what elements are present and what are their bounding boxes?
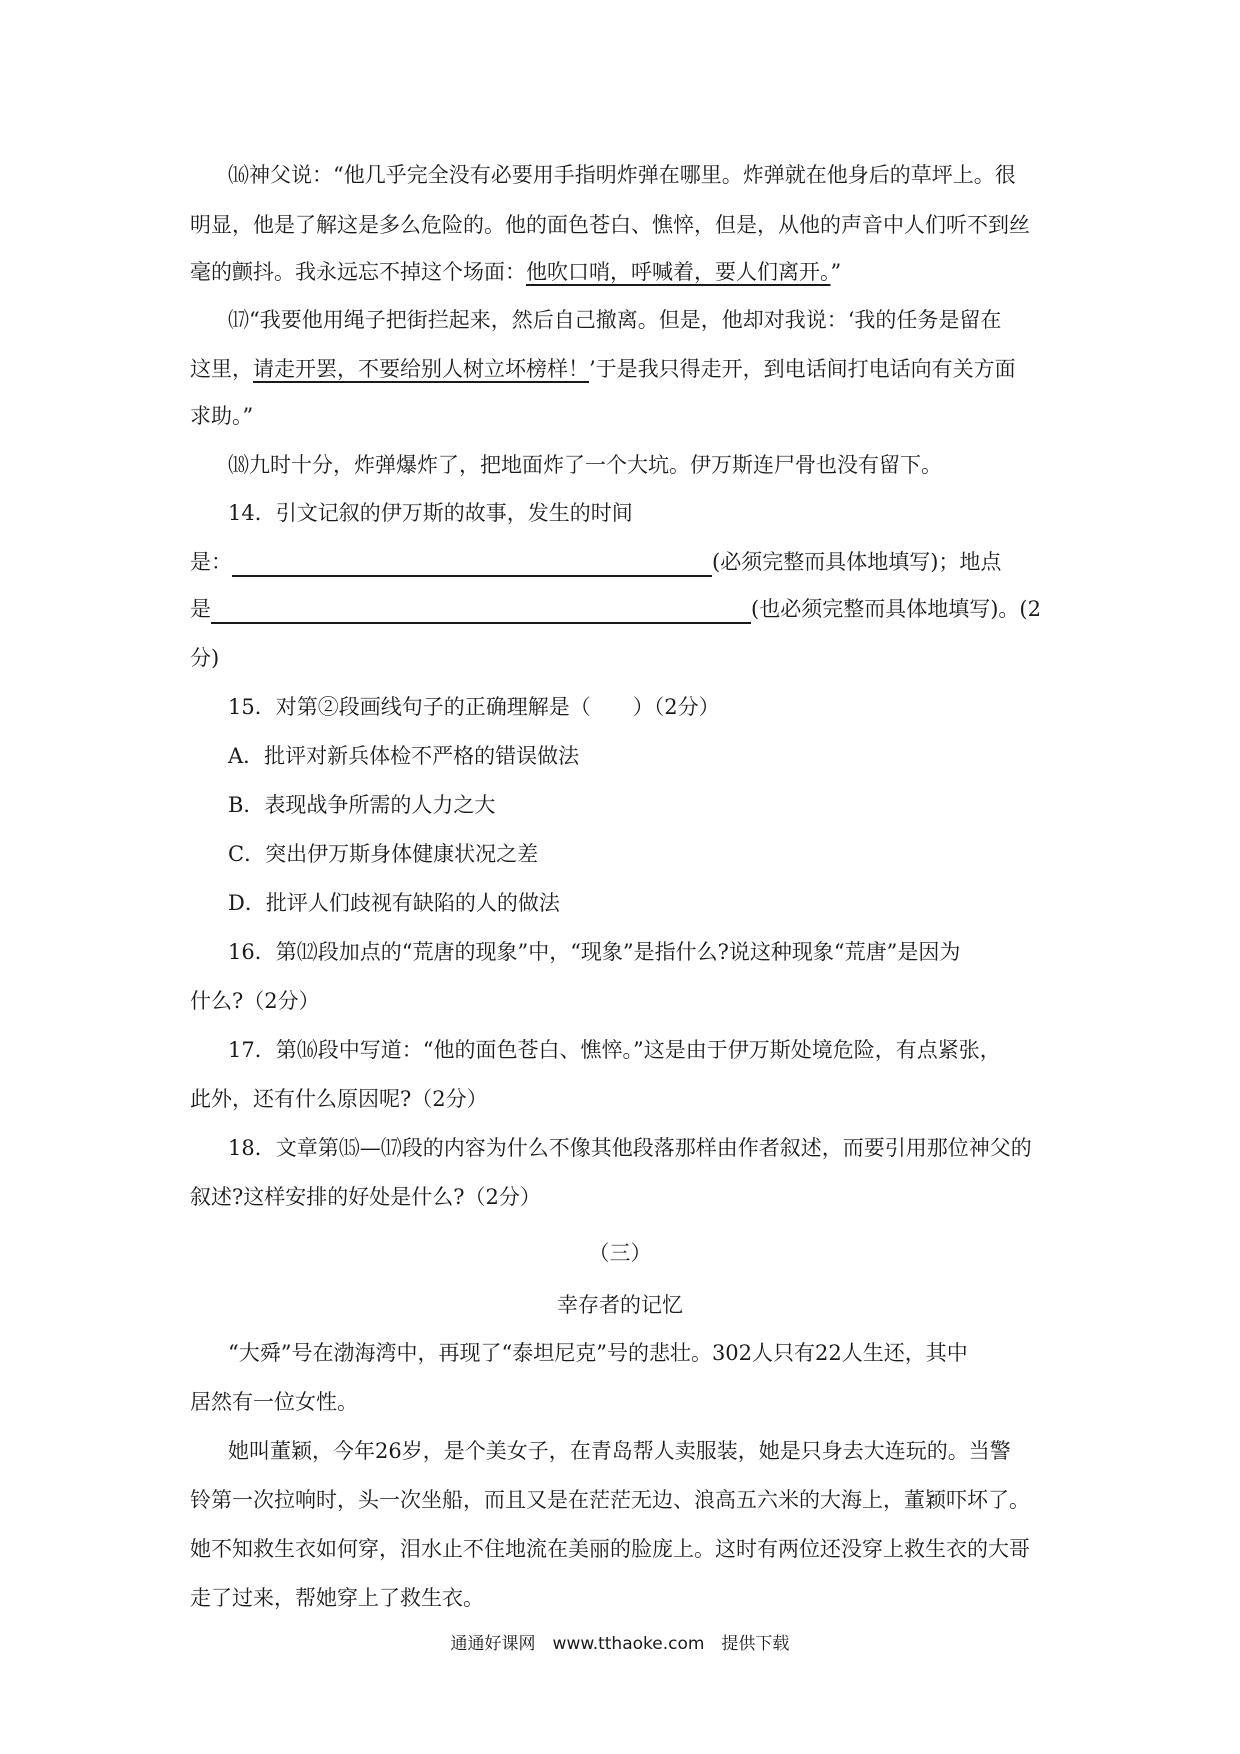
- question-16-line-1: 16．第⑿段加点的“荒唐的现象”中，“现象”是指什么?说这种现象“荒唐”是因为: [228, 940, 961, 964]
- section-number: （三）: [588, 1241, 652, 1265]
- question-15-stem: 15．对第②段画线句子的正确理解是（ ）（2分）: [228, 695, 720, 719]
- paragraph-16-line-2: 明显，他是了解这是多么危险的。他的面色苍白、憔悴，但是，从他的声音中人们听不到丝: [190, 213, 1030, 237]
- section-3-paragraph-2-line-3: 她不知救生衣如何穿，泪水止不住地流在美丽的脸庞上。这时有两位还没穿上救生衣的大哥: [190, 1537, 1030, 1561]
- question-14-note: (也必须完整而具体地填写)。(2: [751, 597, 1041, 621]
- underlined-sentence: 请走开罢，不要给别人树立坏榜样！: [253, 357, 589, 381]
- underlined-sentence: 他吹口哨，呼喊着，要人们离开。: [526, 260, 831, 284]
- paragraph-16-line-3: [190, 257, 1060, 287]
- paragraph-17-text-rest: ’于是我只得走开，到电话间打电话向有关方面: [589, 357, 1016, 381]
- question-17-line-2: 此外，还有什么原因呢?（2分）: [190, 1087, 488, 1111]
- question-15-option-c: C．突出伊万斯身体健康状况之差: [228, 842, 539, 866]
- paragraph-18: ⒅九时十分，炸弹爆炸了，把地面炸了一个大坑。伊万斯连尸骨也没有留下。: [228, 453, 942, 477]
- question-14-line-2: [190, 547, 1060, 577]
- section-3-paragraph-2-line-2: 铃第一次拉响时，头一次坐船，而且又是在茫茫无边、浪高五六米的大海上，董颖吓坏了。: [190, 1488, 1030, 1512]
- page-footer: 通通好课网 www.tthaoke.com 提供下载: [450, 1634, 790, 1654]
- paragraph-17-line-3: 求助。”: [190, 404, 254, 428]
- question-18-line-2: 叙述?这样安排的好处是什么?（2分）: [190, 1185, 541, 1209]
- question-14-label: 是: [190, 597, 211, 621]
- question-15-option-d: D．批评人们歧视有缺陷的人的做法: [228, 891, 560, 915]
- question-16-line-2: 什么?（2分）: [190, 989, 320, 1013]
- paragraph-16-line-1: ⒃神父说：“他几乎完全没有必要用手指明炸弹在哪里。炸弹就在他身后的草坪上。很: [228, 163, 1016, 187]
- question-14-line-3: [190, 594, 1060, 624]
- closing-quote: ”: [830, 260, 842, 284]
- section-3-paragraph-2-line-1: 她叫董颖，今年26岁，是个美女子，在青岛帮人卖服装，她是只身去大连玩的。当警: [228, 1439, 1011, 1463]
- question-14-line-1: 14．引文记叙的伊万斯的故事，发生的时间: [228, 501, 633, 525]
- question-14-note: (必须完整而具体地填写)；地点: [712, 550, 1002, 574]
- paragraph-16-text: 毫的颤抖。我永远忘不掉这个场面：: [190, 260, 526, 284]
- question-18-line-1: 18．文章第⒂—⒄段的内容为什么不像其他段落那样由作者叙述，而要引用那位神父的: [228, 1136, 1032, 1160]
- section-title: 幸存者的记忆: [557, 1293, 683, 1317]
- question-15-option-b: B．表现战争所需的人力之大: [228, 793, 496, 817]
- question-14-label: 是：: [190, 550, 232, 574]
- section-3-paragraph-1-line-1: “大舜”号在渤海湾中，再现了“泰坦尼克”号的悲壮。302人只有22人生还，其中: [228, 1341, 968, 1365]
- paragraph-17-text: 这里，: [190, 357, 253, 381]
- section-3-paragraph-2-line-4: 走了过来，帮她穿上了救生衣。: [190, 1586, 484, 1610]
- question-17-line-1: 17．第⒃段中写道：“他的面色苍白、憔悴。”这是由于伊万斯处境危险，有点紧张，: [228, 1038, 1001, 1062]
- question-14-line-4: 分): [190, 646, 220, 670]
- section-3-paragraph-1-line-2: 居然有一位女性。: [190, 1390, 358, 1414]
- paragraph-17-line-2: [190, 354, 1060, 384]
- answer-blank-time[interactable]: [232, 551, 712, 577]
- question-15-option-a: A．批评对新兵体检不严格的错误做法: [228, 744, 580, 768]
- answer-blank-place[interactable]: [211, 598, 751, 624]
- paragraph-17-line-1: ⒄“我要他用绳子把街拦起来，然后自己撤离。但是，他却对我说：‘我的任务是留在: [228, 308, 1002, 332]
